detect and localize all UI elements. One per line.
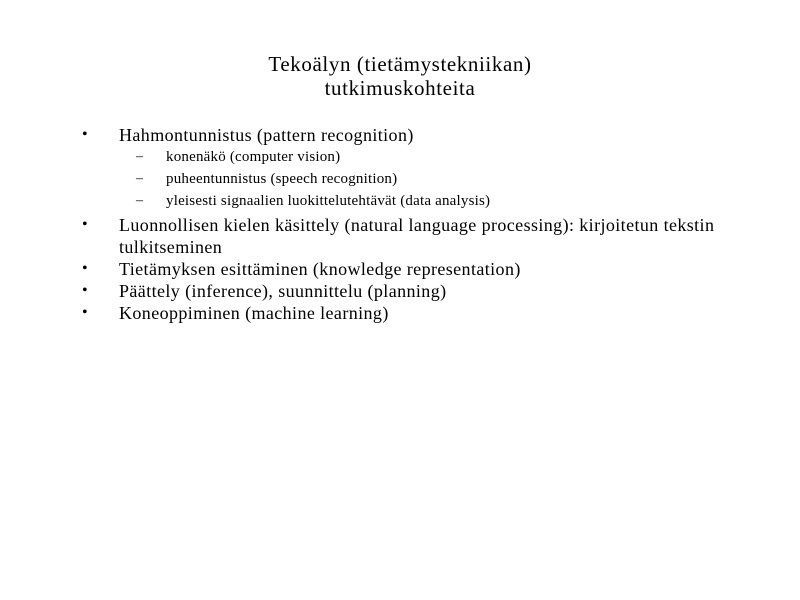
dash-icon: – xyxy=(136,193,143,208)
bullet-item xyxy=(0,124,800,146)
sub-bullet-item xyxy=(0,168,800,190)
bullet-item xyxy=(0,302,800,324)
dash-icon: – xyxy=(136,149,143,164)
bullet-list xyxy=(0,124,800,324)
bullet-icon: • xyxy=(82,216,88,233)
sub-bullet-item-text: konenäkö (computer vision) xyxy=(166,149,341,165)
bullet-icon: • xyxy=(82,282,88,299)
sub-bullet-item-text: yleisesti signaalien luokittelutehtävät (data analysis) xyxy=(166,193,491,209)
sub-bullet-item xyxy=(0,146,800,168)
dash-icon: – xyxy=(136,171,143,186)
sub-bullet-item xyxy=(0,190,800,212)
bullet-icon: • xyxy=(82,304,88,321)
bullet-icon: • xyxy=(82,126,88,143)
sub-bullet-item-text: puheentunnistus (speech recognition) xyxy=(166,171,398,187)
bullet-item xyxy=(0,214,800,258)
bullet-item-text: Tietämyksen esittäminen (knowledge representation) xyxy=(119,259,521,279)
bullet-icon: • xyxy=(82,260,88,277)
sub-bullet-list xyxy=(0,146,800,212)
slide-title-line-1: Tekoälyn (tietämystekniikan) xyxy=(268,52,532,76)
bullet-item xyxy=(0,280,800,302)
slide-title-line-2: tutkimuskohteita xyxy=(324,76,476,100)
bullet-item-text: Hahmontunnistus (pattern recognition) xyxy=(119,125,414,145)
bullet-item xyxy=(0,258,800,280)
bullet-item-text: Koneoppiminen (machine learning) xyxy=(119,303,389,323)
bullet-item-text: Luonnollisen kielen käsittely (natural language processing): kirjoitetun tekstin tulkitseminen xyxy=(119,215,715,257)
bullet-item-text: Päättely (inference), suunnittelu (planning) xyxy=(119,281,447,301)
slide-title xyxy=(0,52,800,100)
